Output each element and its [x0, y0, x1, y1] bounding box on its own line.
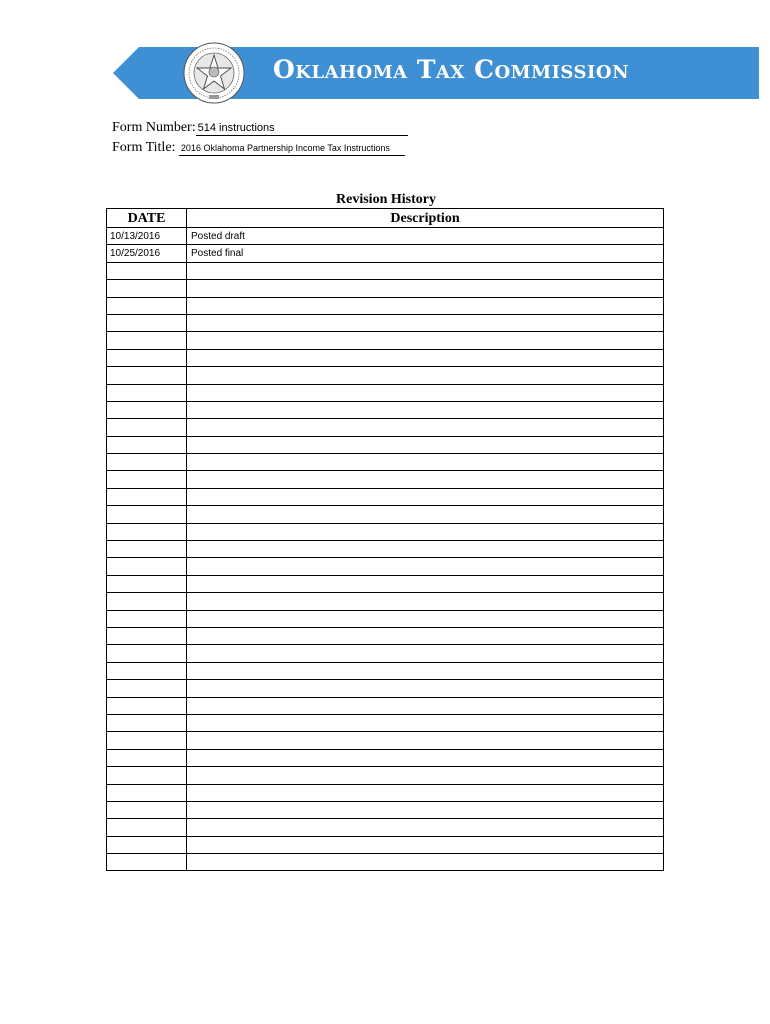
revision-date-cell: [107, 506, 187, 523]
revision-description-cell: [187, 262, 664, 279]
revision-date-cell: [107, 314, 187, 331]
revision-description-cell: [187, 297, 664, 314]
description-column-header: Description: [187, 209, 664, 228]
form-number-label: Form Number:: [112, 120, 196, 135]
oklahoma-state-seal-icon: [183, 42, 245, 104]
revision-date-cell: [107, 297, 187, 314]
revision-date-cell: [107, 645, 187, 662]
revision-description-cell: [187, 523, 664, 540]
table-row: [107, 367, 664, 384]
form-title-label: Form Title:: [112, 140, 176, 155]
revision-date-cell: [107, 732, 187, 749]
table-row: [107, 836, 664, 853]
table-row: [107, 471, 664, 488]
revision-description-cell: [187, 627, 664, 644]
revision-date-cell: [107, 349, 187, 366]
revision-date-cell: [107, 523, 187, 540]
table-row: [107, 314, 664, 331]
table-row: [107, 280, 664, 297]
revision-description-cell: [187, 506, 664, 523]
table-row: [107, 349, 664, 366]
table-row: [107, 228, 664, 245]
table-row: [107, 697, 664, 714]
date-column-header: DATE: [107, 209, 187, 228]
table-row: [107, 332, 664, 349]
revision-date-cell: [107, 627, 187, 644]
revision-description-cell: [187, 610, 664, 627]
table-row: [107, 297, 664, 314]
revision-date-cell: 10/25/2016: [107, 245, 187, 262]
revision-date-cell: [107, 454, 187, 471]
table-row: [107, 401, 664, 418]
table-row: [107, 714, 664, 731]
revision-date-cell: [107, 262, 187, 279]
table-row: [107, 680, 664, 697]
revision-description-cell: Posted final: [187, 245, 664, 262]
table-row: [107, 801, 664, 818]
revision-date-cell: [107, 854, 187, 871]
revision-description-cell: [187, 541, 664, 558]
revision-description-cell: [187, 471, 664, 488]
revision-description-cell: [187, 349, 664, 366]
revision-date-cell: [107, 714, 187, 731]
table-row: [107, 854, 664, 871]
table-row: [107, 819, 664, 836]
revision-description-cell: [187, 714, 664, 731]
revision-date-cell: [107, 593, 187, 610]
table-header-row: [107, 209, 664, 228]
revision-description-cell: [187, 280, 664, 297]
revision-date-cell: [107, 541, 187, 558]
revision-description-cell: [187, 367, 664, 384]
table-row: [107, 523, 664, 540]
table-row: [107, 384, 664, 401]
revision-date-cell: [107, 332, 187, 349]
revision-description-cell: [187, 575, 664, 592]
revision-description-cell: [187, 645, 664, 662]
revision-date-cell: [107, 662, 187, 679]
revision-date-cell: [107, 784, 187, 801]
revision-date-cell: 10/13/2016: [107, 228, 187, 245]
revision-history-heading: Revision History: [336, 192, 436, 207]
table-row: [107, 558, 664, 575]
revision-date-cell: [107, 680, 187, 697]
revision-description-cell: [187, 732, 664, 749]
table-row: [107, 541, 664, 558]
revision-date-cell: [107, 471, 187, 488]
form-title-value: 2016 Oklahoma Partnership Income Tax Instructions: [179, 142, 405, 156]
table-row: [107, 436, 664, 453]
revision-description-cell: [187, 836, 664, 853]
revision-description-cell: [187, 419, 664, 436]
table-row: [107, 262, 664, 279]
revision-description-cell: [187, 401, 664, 418]
revision-date-cell: [107, 436, 187, 453]
revision-history-table: [106, 208, 664, 871]
revision-description-cell: [187, 384, 664, 401]
revision-date-cell: [107, 610, 187, 627]
revision-date-cell: [107, 697, 187, 714]
revision-rows: [107, 228, 664, 871]
table-row: [107, 662, 664, 679]
agency-title: Oklahoma Tax Commission: [273, 55, 630, 84]
form-number-line: [112, 120, 408, 136]
form-number-value: 514 instructions: [196, 122, 408, 136]
revision-date-cell: [107, 384, 187, 401]
revision-description-cell: [187, 749, 664, 766]
revision-description-cell: [187, 697, 664, 714]
revision-description-cell: [187, 488, 664, 505]
revision-description-cell: Posted draft: [187, 228, 664, 245]
form-title-line: [112, 140, 405, 156]
revision-date-cell: [107, 401, 187, 418]
table-row: [107, 732, 664, 749]
revision-description-cell: [187, 854, 664, 871]
table-row: [107, 627, 664, 644]
table-row: [107, 767, 664, 784]
table-row: [107, 610, 664, 627]
revision-description-cell: [187, 436, 664, 453]
revision-date-cell: [107, 367, 187, 384]
revision-description-cell: [187, 801, 664, 818]
revision-description-cell: [187, 680, 664, 697]
revision-date-cell: [107, 819, 187, 836]
revision-description-cell: [187, 558, 664, 575]
revision-description-cell: [187, 767, 664, 784]
revision-description-cell: [187, 819, 664, 836]
table-row: [107, 749, 664, 766]
table-row: [107, 593, 664, 610]
table-row: [107, 454, 664, 471]
revision-date-cell: [107, 558, 187, 575]
table-row: [107, 784, 664, 801]
revision-date-cell: [107, 836, 187, 853]
table-row: [107, 419, 664, 436]
revision-date-cell: [107, 749, 187, 766]
revision-description-cell: [187, 454, 664, 471]
table-row: [107, 575, 664, 592]
table-row: [107, 245, 664, 262]
revision-date-cell: [107, 419, 187, 436]
table-row: [107, 488, 664, 505]
revision-description-cell: [187, 593, 664, 610]
table-row: [107, 506, 664, 523]
revision-description-cell: [187, 784, 664, 801]
revision-date-cell: [107, 280, 187, 297]
table-row: [107, 645, 664, 662]
revision-description-cell: [187, 314, 664, 331]
revision-date-cell: [107, 801, 187, 818]
revision-date-cell: [107, 767, 187, 784]
revision-description-cell: [187, 662, 664, 679]
revision-description-cell: [187, 332, 664, 349]
revision-date-cell: [107, 488, 187, 505]
revision-date-cell: [107, 575, 187, 592]
